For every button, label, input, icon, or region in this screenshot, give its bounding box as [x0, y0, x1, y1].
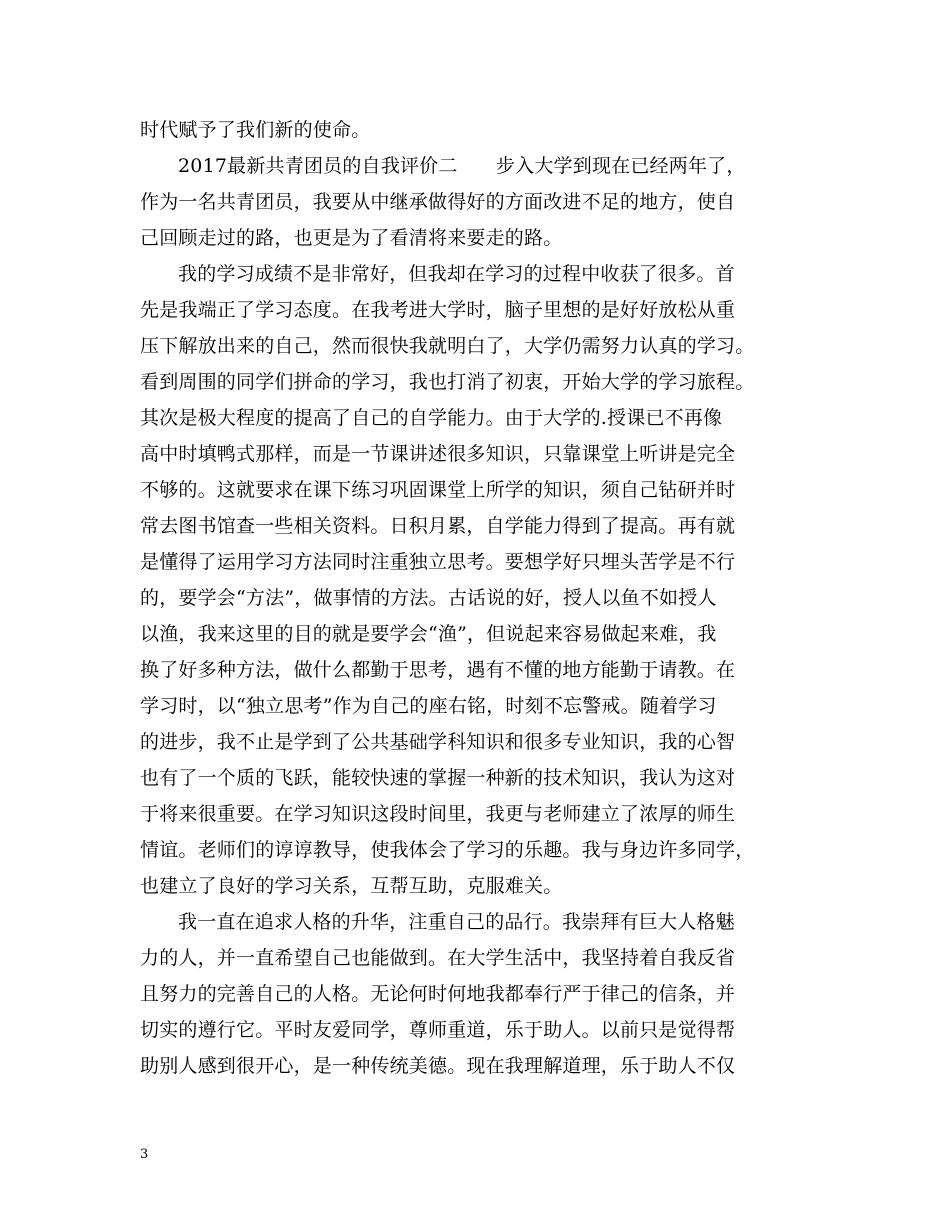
text-line: 情谊。老师们的谆谆教导，使我体会了学习的乐趣。我与身边许多同学，: [140, 839, 755, 861]
text-line: 于将来很重要。在学习知识这段时间里，我更与老师建立了浓厚的师生: [140, 803, 736, 825]
text-line: 先是我端正了学习态度。在我考进大学时，脑子里想的是好好放松从重: [140, 299, 736, 321]
text-line: 其次是极大程度的提高了自己的自学能力。由于大学的.授课已不再像: [140, 407, 723, 429]
text-line: 切实的遵行它。平时友爱同学，尊师重道，乐于助人。以前只是觉得帮: [140, 1019, 736, 1041]
body-text: [140, 112, 820, 1084]
text-line: 常去图书馆查一些相关资料。日积月累，自学能力得到了提高。再有就: [140, 515, 736, 537]
text-line: 以渔，我来这里的目的就是要学会“渔”，但说起来容易做起来难，我: [140, 623, 717, 645]
text-line: 的，要学会“方法”，做事情的方法。古话说的好，授人以鱼不如授人: [140, 587, 717, 609]
text-line: 2017最新共青团员的自我评价二 步入大学到现在已经两年了，: [178, 155, 746, 177]
text-line: 换了好多种方法，做什么都勤于思考，遇有不懂的地方能勤于请教。在: [140, 659, 736, 681]
text-line: 也有了一个质的飞跃，能较快速的掌握一种新的技术知识，我认为这对: [140, 767, 736, 789]
text-line: 不够的。这就要求在课下练习巩固课堂上所学的知识，须自己钻研并时: [140, 479, 736, 501]
text-line: 我一直在追求人格的升华，注重自己的品行。我崇拜有巨大人格魅: [178, 911, 735, 933]
text-line: 看到周围的同学们拼命的学习，我也打消了初衷，开始大学的学习旅程。: [140, 371, 755, 393]
text-line: 作为一名共青团员，我要从中继承做得好的方面改进不足的地方，使自: [140, 191, 736, 213]
text-line: 时代赋予了我们新的使命。: [140, 119, 371, 141]
text-line: 高中时填鸭式那样，而是一节课讲述很多知识，只靠课堂上听讲是完全: [140, 443, 736, 465]
text-line: 压下解放出来的自己，然而很快我就明白了，大学仍需努力认真的学习。: [140, 335, 755, 357]
text-line: 也建立了良好的学习关系，互帮互助，克服难关。: [140, 875, 563, 897]
text-line: 助别人感到很开心，是一种传统美德。现在我理解道理，乐于助人不仅: [140, 1055, 736, 1077]
page-number: 3: [140, 1147, 149, 1162]
text-line: 是懂得了运用学习方法同时注重独立思考。要想学好只埋头苦学是不行: [140, 551, 736, 573]
text-line: 且努力的完善自己的人格。无论何时何地我都奉行严于律己的信条，并: [140, 983, 736, 1005]
text-line: 我的学习成绩不是非常好，但我却在学习的过程中收获了很多。首: [178, 263, 735, 285]
text-line: 的进步，我不止是学到了公共基础学科知识和很多专业知识，我的心智: [140, 731, 736, 753]
text-line: 学习时，以“独立思考”作为自己的座右铭，时刻不忘警戒。随着学习: [140, 695, 717, 717]
text-line: 力的人，并一直希望自己也能做到。在大学生活中，我坚持着自我反省: [140, 947, 736, 969]
text-line: 己回顾走过的路，也更是为了看清将来要走的路。: [140, 227, 563, 249]
